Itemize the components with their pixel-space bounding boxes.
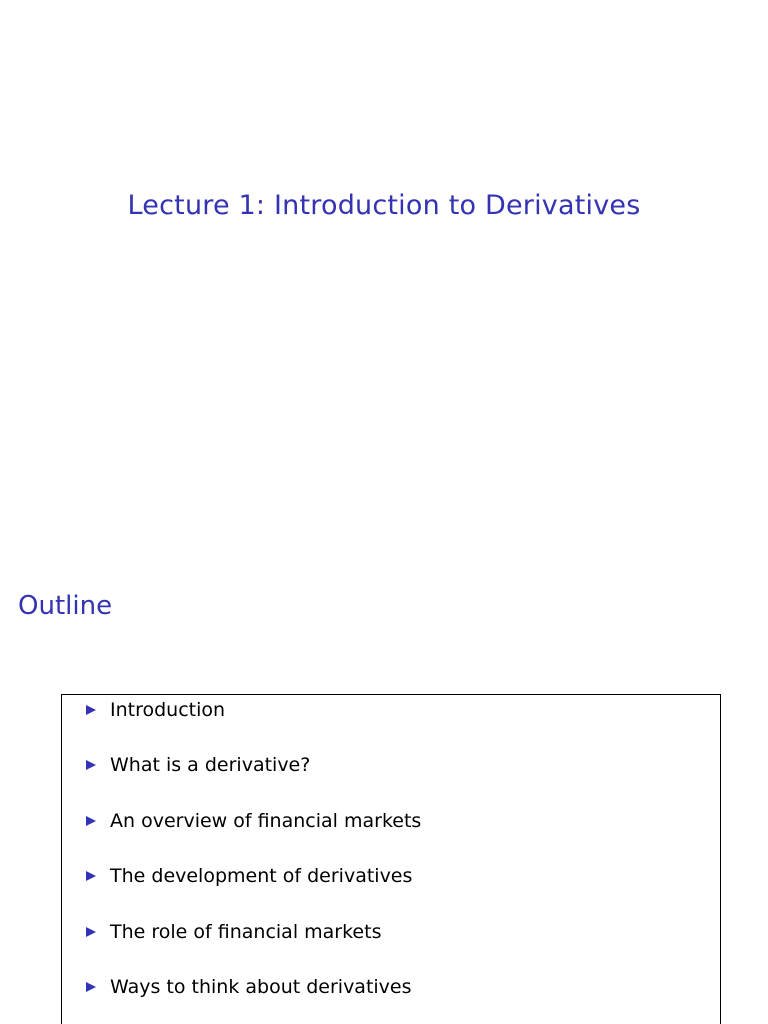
outline-item-label: Ways to think about derivatives	[110, 976, 412, 998]
triangle-bullet-icon	[86, 705, 96, 715]
outline-item-introduction	[86, 697, 225, 723]
triangle-bullet-icon	[86, 816, 96, 826]
outline-item-ways-to-think	[86, 974, 412, 1000]
triangle-bullet-icon	[86, 760, 96, 770]
outline-item-what-is-derivative	[86, 752, 310, 778]
triangle-bullet-icon	[86, 927, 96, 937]
outline-item-label: An overview of financial markets	[110, 810, 422, 832]
outline-box	[61, 694, 721, 1024]
triangle-bullet-icon	[86, 871, 96, 881]
slide-title: Lecture 1: Introduction to Derivatives	[127, 190, 641, 221]
outline-item-label: Introduction	[110, 699, 226, 721]
outline-item-label: The role of financial markets	[110, 921, 382, 943]
outline-item-role-markets	[86, 919, 381, 945]
outline-heading: Outline	[18, 591, 113, 621]
outline-item-overview-markets	[86, 808, 421, 834]
outline-item-development	[86, 863, 412, 889]
triangle-bullet-icon	[86, 982, 96, 992]
outline-item-label: What is a derivative?	[110, 754, 311, 776]
outline-item-label: The development of derivatives	[110, 865, 413, 887]
